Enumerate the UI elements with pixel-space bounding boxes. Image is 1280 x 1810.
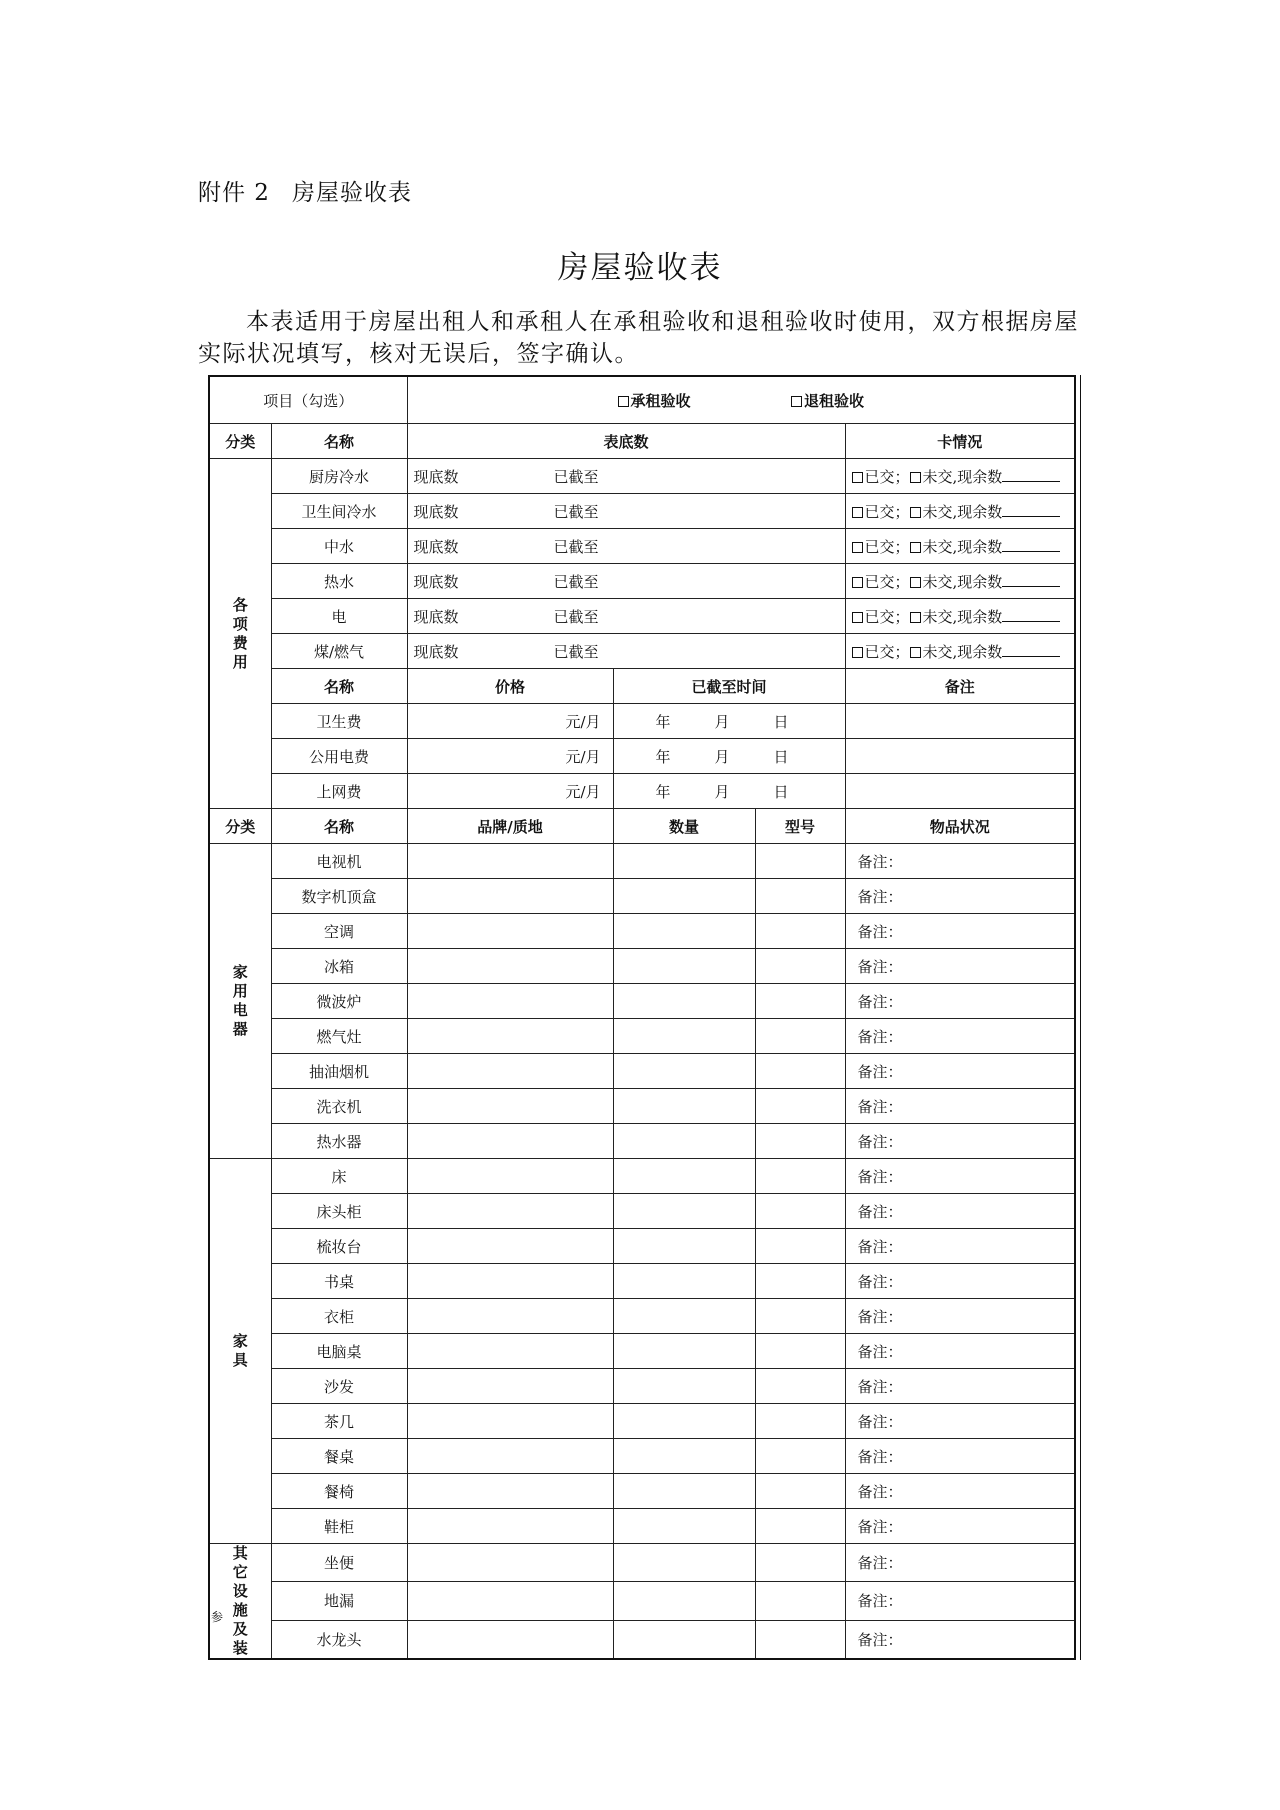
card-paid-label: 已交； <box>864 537 910 556</box>
item-row <box>209 1089 1075 1124</box>
item-remark-label: 备注： <box>857 1307 903 1326</box>
item-row <box>209 844 1075 879</box>
fee-name: 卫生费 <box>271 704 407 739</box>
item-row <box>209 1299 1075 1334</box>
meter-until-label: 已截至 <box>553 572 599 591</box>
other-fees-header-row <box>209 669 1075 704</box>
utility-row <box>209 564 1075 599</box>
card-status-cell[interactable] <box>845 494 1075 529</box>
item-remark-label: 备注： <box>857 852 903 871</box>
item-remark-label: 备注： <box>857 1412 903 1431</box>
checkbox-move-in[interactable] <box>618 396 629 407</box>
item-model-cell[interactable] <box>755 1474 845 1509</box>
fee-date-cell[interactable] <box>613 704 845 739</box>
item-name: 水龙头 <box>271 1620 407 1659</box>
type-select-row <box>209 376 1075 424</box>
item-brand-cell[interactable] <box>407 1334 613 1369</box>
item-qty-cell[interactable] <box>613 1404 755 1439</box>
item-name: 衣柜 <box>271 1299 407 1334</box>
group-fees-label: 各项费用 <box>232 595 248 671</box>
item-row <box>209 914 1075 949</box>
item-row <box>209 1369 1075 1404</box>
item-row <box>209 1620 1075 1659</box>
item-qty-cell[interactable] <box>613 1582 755 1620</box>
meter-reading-cell[interactable] <box>407 459 845 494</box>
item-select-label: 项目（勾选） <box>209 376 407 424</box>
item-qty-cell[interactable] <box>613 1054 755 1089</box>
item-remark-label: 备注： <box>857 1097 903 1116</box>
item-brand-cell[interactable] <box>407 1620 613 1659</box>
other-fee-row <box>209 704 1075 739</box>
date-month-label: 月 <box>714 712 730 731</box>
attachment-title: 房屋验收表 <box>291 180 412 206</box>
item-brand-cell[interactable] <box>407 1369 613 1404</box>
item-name: 空调 <box>271 914 407 949</box>
item-status-cell[interactable] <box>845 1509 1075 1544</box>
item-row <box>209 1229 1075 1264</box>
card-paid-label: 已交； <box>864 572 910 591</box>
item-qty-cell[interactable] <box>613 1299 755 1334</box>
item-remark-label: 备注： <box>857 1202 903 1221</box>
item-remark-label: 备注： <box>857 1517 903 1536</box>
item-row <box>209 1404 1075 1439</box>
item-name: 热水器 <box>271 1124 407 1159</box>
item-row <box>209 1019 1075 1054</box>
meter-current-label: 现底数 <box>413 467 459 486</box>
item-brand-cell[interactable] <box>407 1194 613 1229</box>
item-name: 地漏 <box>271 1582 407 1620</box>
option-move-in-label: 承租验收 <box>630 391 691 410</box>
item-remark-label: 备注： <box>857 1592 903 1611</box>
item-status-cell[interactable] <box>845 1369 1075 1404</box>
item-row <box>209 1054 1075 1089</box>
card-paid-label: 已交； <box>864 607 910 626</box>
date-day-label: 日 <box>773 712 789 731</box>
item-remark-label: 备注： <box>857 1272 903 1291</box>
card-status-cell[interactable] <box>845 564 1075 599</box>
item-qty-cell[interactable] <box>613 879 755 914</box>
item-status-cell[interactable] <box>845 1264 1075 1299</box>
date-year-label: 年 <box>655 747 671 766</box>
item-qty-cell[interactable] <box>613 1544 755 1582</box>
utility-name: 中水 <box>271 529 407 564</box>
item-name: 洗衣机 <box>271 1089 407 1124</box>
item-model-cell[interactable] <box>755 1439 845 1474</box>
fee-remark-cell[interactable] <box>845 704 1075 739</box>
checkbox-card-unpaid[interactable] <box>910 542 921 553</box>
utility-name: 卫生间冷水 <box>271 494 407 529</box>
item-brand-cell[interactable] <box>407 1229 613 1264</box>
item-brand-cell[interactable] <box>407 1439 613 1474</box>
fee-remark-cell[interactable] <box>845 774 1075 809</box>
utility-row <box>209 599 1075 634</box>
item-status-cell[interactable] <box>845 1474 1075 1509</box>
item-status-cell[interactable] <box>845 1159 1075 1194</box>
item-model-cell[interactable] <box>755 984 845 1019</box>
item-group-label: 家用电器 <box>232 963 248 1038</box>
item-model-cell[interactable] <box>755 1544 845 1582</box>
meter-current-label: 现底数 <box>413 607 459 626</box>
card-unpaid-label: 未交,现余数 <box>922 642 1003 661</box>
item-brand-cell[interactable] <box>407 1404 613 1439</box>
meter-current-label: 现底数 <box>413 502 459 521</box>
item-brand-cell[interactable] <box>407 949 613 984</box>
item-row <box>209 1509 1075 1544</box>
item-remark-label: 备注： <box>857 1342 903 1361</box>
item-status-cell[interactable] <box>845 844 1075 879</box>
checkbox-card-unpaid[interactable] <box>910 577 921 588</box>
meter-reading-cell[interactable] <box>407 494 845 529</box>
item-name: 坐便 <box>271 1544 407 1582</box>
subheader-name: 名称 <box>271 669 407 704</box>
date-month-label: 月 <box>714 782 730 801</box>
date-day-label: 日 <box>773 747 789 766</box>
item-qty-cell[interactable] <box>613 984 755 1019</box>
fee-remark-cell[interactable] <box>845 739 1075 774</box>
header-item-status: 物品状况 <box>845 809 1075 844</box>
item-brand-cell[interactable] <box>407 1544 613 1582</box>
checkbox-card-unpaid[interactable] <box>910 472 921 483</box>
item-qty-cell[interactable] <box>613 844 755 879</box>
balance-blank[interactable] <box>1002 502 1060 517</box>
item-model-cell[interactable] <box>755 844 845 879</box>
item-remark-label: 备注： <box>857 957 903 976</box>
item-model-cell[interactable] <box>755 1299 845 1334</box>
item-status-cell[interactable] <box>845 1054 1075 1089</box>
item-brand-cell[interactable] <box>407 1054 613 1089</box>
date-year-label: 年 <box>655 782 671 801</box>
header-name: 名称 <box>271 424 407 459</box>
item-status-cell[interactable] <box>845 1439 1075 1474</box>
card-status-cell[interactable] <box>845 529 1075 564</box>
item-model-cell[interactable] <box>755 914 845 949</box>
attachment-heading <box>198 174 412 207</box>
acceptance-type-options <box>407 376 1075 424</box>
item-qty-cell[interactable] <box>613 1194 755 1229</box>
card-unpaid-label: 未交,现余数 <box>922 537 1003 556</box>
fee-price-cell[interactable] <box>407 739 613 774</box>
item-remark-label: 备注： <box>857 1237 903 1256</box>
stray-mark: 参 <box>211 1610 224 1624</box>
item-status-cell[interactable] <box>845 1089 1075 1124</box>
card-unpaid-label: 未交,现余数 <box>922 502 1003 521</box>
meter-reading-cell[interactable] <box>407 529 845 564</box>
item-group <box>209 844 271 1159</box>
item-row <box>209 1334 1075 1369</box>
item-name: 抽油烟机 <box>271 1054 407 1089</box>
meter-until-label: 已截至 <box>553 467 599 486</box>
item-name: 鞋柜 <box>271 1509 407 1544</box>
item-model-cell[interactable] <box>755 949 845 984</box>
fee-name: 上网费 <box>271 774 407 809</box>
item-row <box>209 1264 1075 1299</box>
item-row <box>209 879 1075 914</box>
item-model-cell[interactable] <box>755 1404 845 1439</box>
meter-current-label: 现底数 <box>413 642 459 661</box>
item-remark-label: 备注： <box>857 922 903 941</box>
item-name: 床 <box>271 1159 407 1194</box>
item-qty-cell[interactable] <box>613 914 755 949</box>
balance-blank[interactable] <box>1002 537 1060 552</box>
item-brand-cell[interactable] <box>407 984 613 1019</box>
item-name: 餐椅 <box>271 1474 407 1509</box>
fee-unit-label: 元/月 <box>565 747 601 766</box>
card-paid-label: 已交； <box>864 502 910 521</box>
date-day-label: 日 <box>773 782 789 801</box>
balance-blank[interactable] <box>1002 607 1060 622</box>
utility-name: 电 <box>271 599 407 634</box>
card-status-cell[interactable] <box>845 634 1075 669</box>
meter-reading-cell[interactable] <box>407 599 845 634</box>
item-group-label: 其它设施及装 <box>232 1544 248 1657</box>
item-remark-label: 备注： <box>857 1630 903 1649</box>
header-category: 分类 <box>209 424 271 459</box>
item-model-cell[interactable] <box>755 1159 845 1194</box>
item-model-cell[interactable] <box>755 1369 845 1404</box>
header-item-name: 名称 <box>271 809 407 844</box>
card-unpaid-label: 未交,现余数 <box>922 607 1003 626</box>
card-status-cell[interactable] <box>845 459 1075 494</box>
balance-blank[interactable] <box>1002 572 1060 587</box>
item-group <box>209 1544 271 1660</box>
item-status-cell[interactable] <box>845 1124 1075 1159</box>
header-meter: 表底数 <box>407 424 845 459</box>
checkbox-card-unpaid[interactable] <box>910 647 921 658</box>
item-name: 书桌 <box>271 1264 407 1299</box>
item-remark-label: 备注： <box>857 1167 903 1186</box>
item-brand-cell[interactable] <box>407 1582 613 1620</box>
item-name: 茶几 <box>271 1404 407 1439</box>
item-qty-cell[interactable] <box>613 1124 755 1159</box>
item-row <box>209 1194 1075 1229</box>
item-qty-cell[interactable] <box>613 1089 755 1124</box>
balance-blank[interactable] <box>1002 642 1060 657</box>
utility-row <box>209 529 1075 564</box>
item-name: 梳妆台 <box>271 1229 407 1264</box>
subheader-remark: 备注 <box>845 669 1075 704</box>
checkbox-card-paid[interactable] <box>852 507 863 518</box>
meter-current-label: 现底数 <box>413 537 459 556</box>
item-name: 微波炉 <box>271 984 407 1019</box>
item-brand-cell[interactable] <box>407 879 613 914</box>
item-remark-label: 备注： <box>857 1062 903 1081</box>
fee-date-cell[interactable] <box>613 774 845 809</box>
item-status-cell[interactable] <box>845 949 1075 984</box>
item-model-cell[interactable] <box>755 1124 845 1159</box>
item-row <box>209 1474 1075 1509</box>
item-status-cell[interactable] <box>845 1334 1075 1369</box>
card-paid-label: 已交； <box>864 642 910 661</box>
header-card: 卡情况 <box>845 424 1075 459</box>
utility-row <box>209 459 1075 494</box>
item-status-cell[interactable] <box>845 1194 1075 1229</box>
meter-reading-cell[interactable] <box>407 634 845 669</box>
intro-paragraph: 本表适用于房屋出租人和承租人在承租验收和退租验收时使用，双方根据房屋实际状况填写，核对无误后，签字确认。 <box>198 309 1079 367</box>
meter-until-label: 已截至 <box>553 502 599 521</box>
item-qty-cell[interactable] <box>613 949 755 984</box>
item-qty-cell[interactable] <box>613 1264 755 1299</box>
item-status-cell[interactable] <box>845 1582 1075 1620</box>
inspection-table-wrapper <box>208 375 1076 1660</box>
page-title: 房屋验收表 <box>557 250 723 286</box>
items-header-row <box>209 809 1075 844</box>
item-brand-cell[interactable] <box>407 1019 613 1054</box>
item-qty-cell[interactable] <box>613 1620 755 1659</box>
card-unpaid-label: 未交,现余数 <box>922 572 1003 591</box>
item-status-cell[interactable] <box>845 1620 1075 1659</box>
item-row <box>209 1159 1075 1194</box>
fee-unit-label: 元/月 <box>565 712 601 731</box>
utility-name: 厨房冷水 <box>271 459 407 494</box>
card-unpaid-label: 未交,现余数 <box>922 467 1003 486</box>
item-qty-cell[interactable] <box>613 1509 755 1544</box>
meter-until-label: 已截至 <box>553 537 599 556</box>
item-row <box>209 1124 1075 1159</box>
item-model-cell[interactable] <box>755 879 845 914</box>
subheader-price: 价格 <box>407 669 613 704</box>
fee-price-cell[interactable] <box>407 774 613 809</box>
card-status-cell[interactable] <box>845 599 1075 634</box>
item-name: 餐桌 <box>271 1439 407 1474</box>
item-remark-label: 备注： <box>857 1482 903 1501</box>
item-name: 燃气灶 <box>271 1019 407 1054</box>
item-model-cell[interactable] <box>755 1194 845 1229</box>
item-qty-cell[interactable] <box>613 1369 755 1404</box>
attachment-label: 附件 2 <box>198 180 270 206</box>
utility-name: 热水 <box>271 564 407 599</box>
inspection-table <box>208 375 1076 1660</box>
item-brand-cell[interactable] <box>407 1474 613 1509</box>
meter-until-label: 已截至 <box>553 607 599 626</box>
item-remark-label: 备注： <box>857 1132 903 1151</box>
item-row <box>209 1544 1075 1582</box>
item-brand-cell[interactable] <box>407 914 613 949</box>
item-model-cell[interactable] <box>755 1509 845 1544</box>
item-row <box>209 1582 1075 1620</box>
date-month-label: 月 <box>714 747 730 766</box>
item-qty-cell[interactable] <box>613 1019 755 1054</box>
fees-header-row <box>209 424 1075 459</box>
checkbox-move-out[interactable] <box>791 396 802 407</box>
item-model-cell[interactable] <box>755 1264 845 1299</box>
item-model-cell[interactable] <box>755 1334 845 1369</box>
subheader-until-time: 已截至时间 <box>613 669 845 704</box>
item-model-cell[interactable] <box>755 1229 845 1264</box>
item-brand-cell[interactable] <box>407 1089 613 1124</box>
item-brand-cell[interactable] <box>407 1299 613 1334</box>
date-year-label: 年 <box>655 712 671 731</box>
item-brand-cell[interactable] <box>407 1124 613 1159</box>
item-remark-label: 备注： <box>857 1447 903 1466</box>
item-qty-cell[interactable] <box>613 1159 755 1194</box>
item-name: 床头柜 <box>271 1194 407 1229</box>
item-brand-cell[interactable] <box>407 844 613 879</box>
item-name: 电视机 <box>271 844 407 879</box>
item-status-cell[interactable] <box>845 1299 1075 1334</box>
meter-reading-cell[interactable] <box>407 564 845 599</box>
item-group-label: 家具 <box>232 1332 248 1369</box>
item-status-cell[interactable] <box>845 1229 1075 1264</box>
item-group <box>209 1159 271 1544</box>
item-remark-label: 备注： <box>857 1027 903 1046</box>
item-model-cell[interactable] <box>755 1620 845 1659</box>
checkbox-card-unpaid[interactable] <box>910 507 921 518</box>
fee-unit-label: 元/月 <box>565 782 601 801</box>
item-model-cell[interactable] <box>755 1054 845 1089</box>
item-brand-cell[interactable] <box>407 1159 613 1194</box>
fee-name: 公用电费 <box>271 739 407 774</box>
header-item-model: 型号 <box>755 809 845 844</box>
meter-until-label: 已截至 <box>553 642 599 661</box>
item-qty-cell[interactable] <box>613 1334 755 1369</box>
item-row <box>209 1439 1075 1474</box>
item-status-cell[interactable] <box>845 1544 1075 1582</box>
utility-row <box>209 634 1075 669</box>
other-fee-row <box>209 774 1075 809</box>
balance-blank[interactable] <box>1002 467 1060 482</box>
group-fees <box>209 459 271 809</box>
other-fee-row <box>209 739 1075 774</box>
checkbox-card-unpaid[interactable] <box>910 612 921 623</box>
header-item-brand: 品牌/质地 <box>407 809 613 844</box>
checkbox-card-paid[interactable] <box>852 577 863 588</box>
item-remark-label: 备注： <box>857 887 903 906</box>
item-remark-label: 备注： <box>857 1554 903 1573</box>
checkbox-card-paid[interactable] <box>852 612 863 623</box>
item-row <box>209 984 1075 1019</box>
item-status-cell[interactable] <box>845 914 1075 949</box>
item-name: 沙发 <box>271 1369 407 1404</box>
checkbox-card-paid[interactable] <box>852 472 863 483</box>
item-status-cell[interactable] <box>845 1019 1075 1054</box>
item-name: 数字机顶盒 <box>271 879 407 914</box>
checkbox-card-paid[interactable] <box>852 542 863 553</box>
item-status-cell[interactable] <box>845 984 1075 1019</box>
item-row <box>209 949 1075 984</box>
utility-name: 煤/燃气 <box>271 634 407 669</box>
option-move-out-label: 退租验收 <box>804 391 865 410</box>
fee-price-cell[interactable] <box>407 704 613 739</box>
utility-row <box>209 494 1075 529</box>
item-remark-label: 备注： <box>857 992 903 1011</box>
item-status-cell[interactable] <box>845 1404 1075 1439</box>
item-status-cell[interactable] <box>845 879 1075 914</box>
item-remark-label: 备注： <box>857 1377 903 1396</box>
item-name: 冰箱 <box>271 949 407 984</box>
item-qty-cell[interactable] <box>613 1474 755 1509</box>
item-name: 电脑桌 <box>271 1334 407 1369</box>
card-paid-label: 已交； <box>864 467 910 486</box>
item-model-cell[interactable] <box>755 1582 845 1620</box>
checkbox-card-paid[interactable] <box>852 647 863 658</box>
item-model-cell[interactable] <box>755 1019 845 1054</box>
item-brand-cell[interactable] <box>407 1264 613 1299</box>
item-model-cell[interactable] <box>755 1089 845 1124</box>
item-brand-cell[interactable] <box>407 1509 613 1544</box>
header-item-category: 分类 <box>209 809 271 844</box>
item-qty-cell[interactable] <box>613 1439 755 1474</box>
header-item-qty: 数量 <box>613 809 755 844</box>
fee-date-cell[interactable] <box>613 739 845 774</box>
item-qty-cell[interactable] <box>613 1229 755 1264</box>
meter-current-label: 现底数 <box>413 572 459 591</box>
